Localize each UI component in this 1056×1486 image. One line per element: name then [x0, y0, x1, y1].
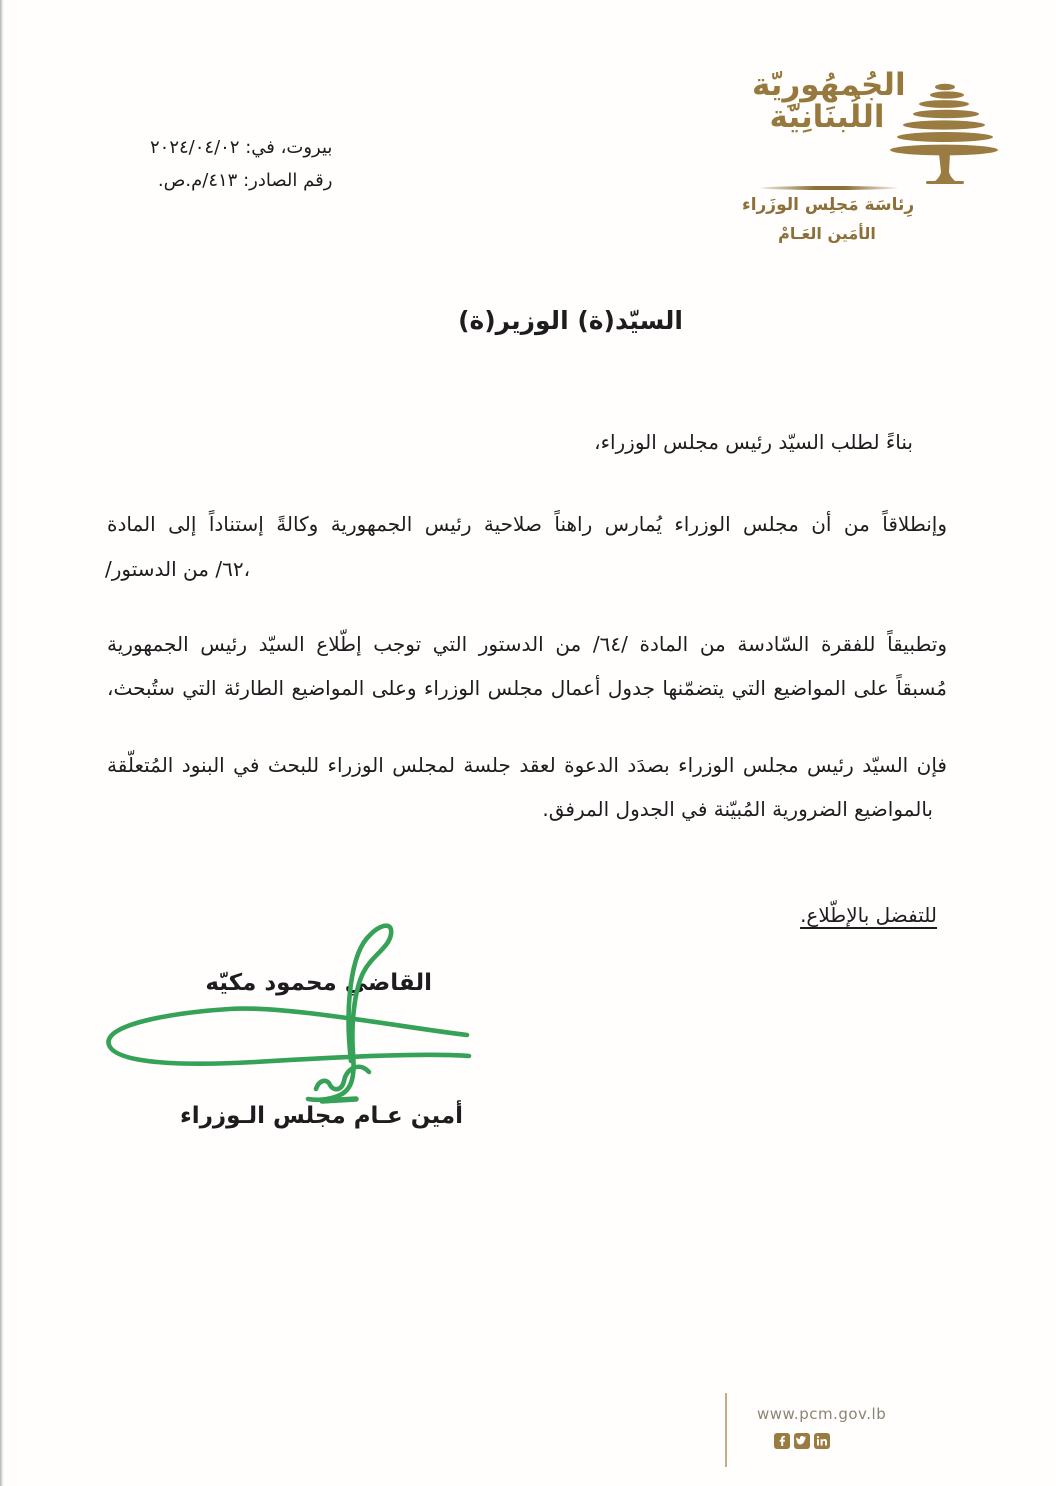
website-url: www.pcm.gov.lb [757, 1405, 887, 1423]
signer-title: أمين عـام مجلس الـوزراء [180, 1103, 463, 1129]
body-paragraph4-line2: بالمواضيع الضرورية المُبيّنة في الجدول المرفق. [542, 797, 933, 821]
body-paragraph3-line1: وتطبيقاً للفقرة السّادسة من المادة /٦٤/ من الدستور التي توجب إطّلاع السيّد رئيس الجمهورية [107, 632, 948, 656]
closing-line: للتفضل بالإطّلاع. [800, 903, 937, 927]
recipient-title: السيّد(ة) الوزير(ة) [458, 306, 683, 335]
body-paragraph4-line1: فإن السيّد رئيس مجلس الوزراء بصدَد الدعوة لعقد جلسة لمجلس الوزراء للبحث في البنود المُتعلّقة [107, 753, 947, 777]
letter-meta [150, 131, 332, 198]
body-opening-line: بناءً لطلب السيّد رئيس مجلس الوزراء، [594, 430, 913, 454]
letterhead-divider [760, 186, 898, 190]
social-icons [774, 1433, 830, 1449]
letterhead-organization: رِئاسَة مَجلِس الوزَراء [742, 195, 915, 215]
letterhead-office: الأمَين العَـامْ [778, 224, 876, 243]
body-paragraph2-line1: وإنطلاقاً من أن مجلس الوزراء يُمارس راهناً صلاحية رئيس الجمهورية وكالةً إستناداً إلى المادة [107, 512, 947, 536]
republic-calligraphy [752, 67, 906, 135]
republic-name-line1: الجُمهُورِيّة [752, 67, 906, 103]
body-paragraph3-line2: مُسبقاً على المواضيع التي يتضمّنها جدول أعمال مجلس الوزراء وعلى المواضيع الطارئة التي ستُبحث، [107, 676, 947, 700]
lebanese-cedar-icon [884, 80, 1006, 186]
date-line: بيروت، في: ٢٠٢٤/٠٤/٠٢ [150, 137, 333, 158]
twitter-icon [794, 1433, 810, 1449]
footer-divider [725, 1393, 727, 1467]
facebook-icon [774, 1433, 790, 1449]
handwritten-signature [95, 913, 495, 1113]
reference-number-line: رقم الصادر: ٤١٣/م.ص. [157, 170, 333, 192]
signer-name: القاضي محمود مكيّه [205, 970, 432, 996]
body-paragraph2-line2: /٦٢/ من الدستور، [105, 557, 251, 581]
republic-name-line2: اللُبنَانِيّة [769, 98, 885, 135]
linkedin-icon [814, 1433, 830, 1449]
